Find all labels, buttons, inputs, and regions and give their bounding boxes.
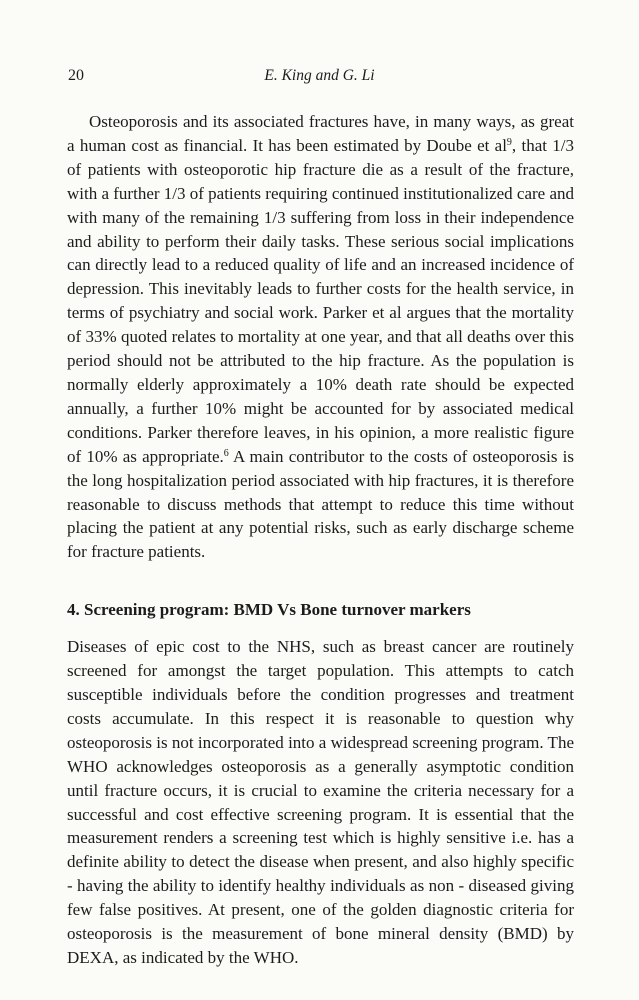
page-number: 20 [68,67,84,84]
paragraph-screening: Diseases of epic cost to the NHS, such as breast cancer are routinely screened for amongst the target population. This attempts to catch susceptible individuals before the condition progresses and treatment costs accumulate. In this respect it is reasonable to question why osteoporosis is not incorporated into a widespread screening program. The WHO acknowledges osteoporosis as a generally asymptotic condition until fracture occurs, it is crucial to examine the criteria necessary for a successful and cost effective screening program. It is essential that the measurement renders a screening test which is highly sensitive i.e. has a definite ability to detect the disease when present, and also highly specific - having the ability to identify healthy individuals as non - diseased giving few false positives. At present, one of the golden diagnostic criteria for osteoporosis is the measurement of bone mineral density (BMD) by DEXA, as indicated by the WHO. [67,637,574,967]
citation-ref: 6 [223,447,229,459]
paragraph-text: Osteoporosis and its associated fractures have, in many ways, as great a human cost as financial. It has been estimated by Doube et al [67,112,574,155]
paragraph-osteoporosis-costs [67,110,574,564]
citation-ref: 9 [506,136,512,148]
section-heading: 4. Screening program: BMD Vs Bone turnover markers [67,600,471,620]
page-header [0,67,639,91]
running-head: E. King and G. Li [264,67,375,84]
paragraph-text: , that 1/3 of patients with osteoporotic hip fracture die as a result of the fracture, with a further 1/3 of patients requiring continued institutionalized care and with many of the remaining 1/3 suffering from loss in their independence and ability to perform their daily tasks. These serious social implications can directly lead to a reduced quality of life and an increased incidence of depression. This inevitably leads to further costs for the health service, in terms of psychiatry and social work. Parker et al argues that the mortality of 33% quoted relates to mortality at one year, and that all deaths over this period should not be attributed to the hip fracture. As the population is normally elderly approximately a 10% death rate should be expected annually, a further 10% might be accounted for by associated medical conditions. Parker therefore leaves, in his opinion, a more realistic figure of 10% as appropriate. [67,135,575,466]
page-body [67,110,574,970]
paragraph-text: A main contributor to the costs of osteoporosis is the long hospitalization period associated with hip fractures, it is therefore reasonable to discuss methods that attempt to reduce this time without placing the patient at any potential risks, such as early discharge scheme for fracture patients. [67,446,574,562]
